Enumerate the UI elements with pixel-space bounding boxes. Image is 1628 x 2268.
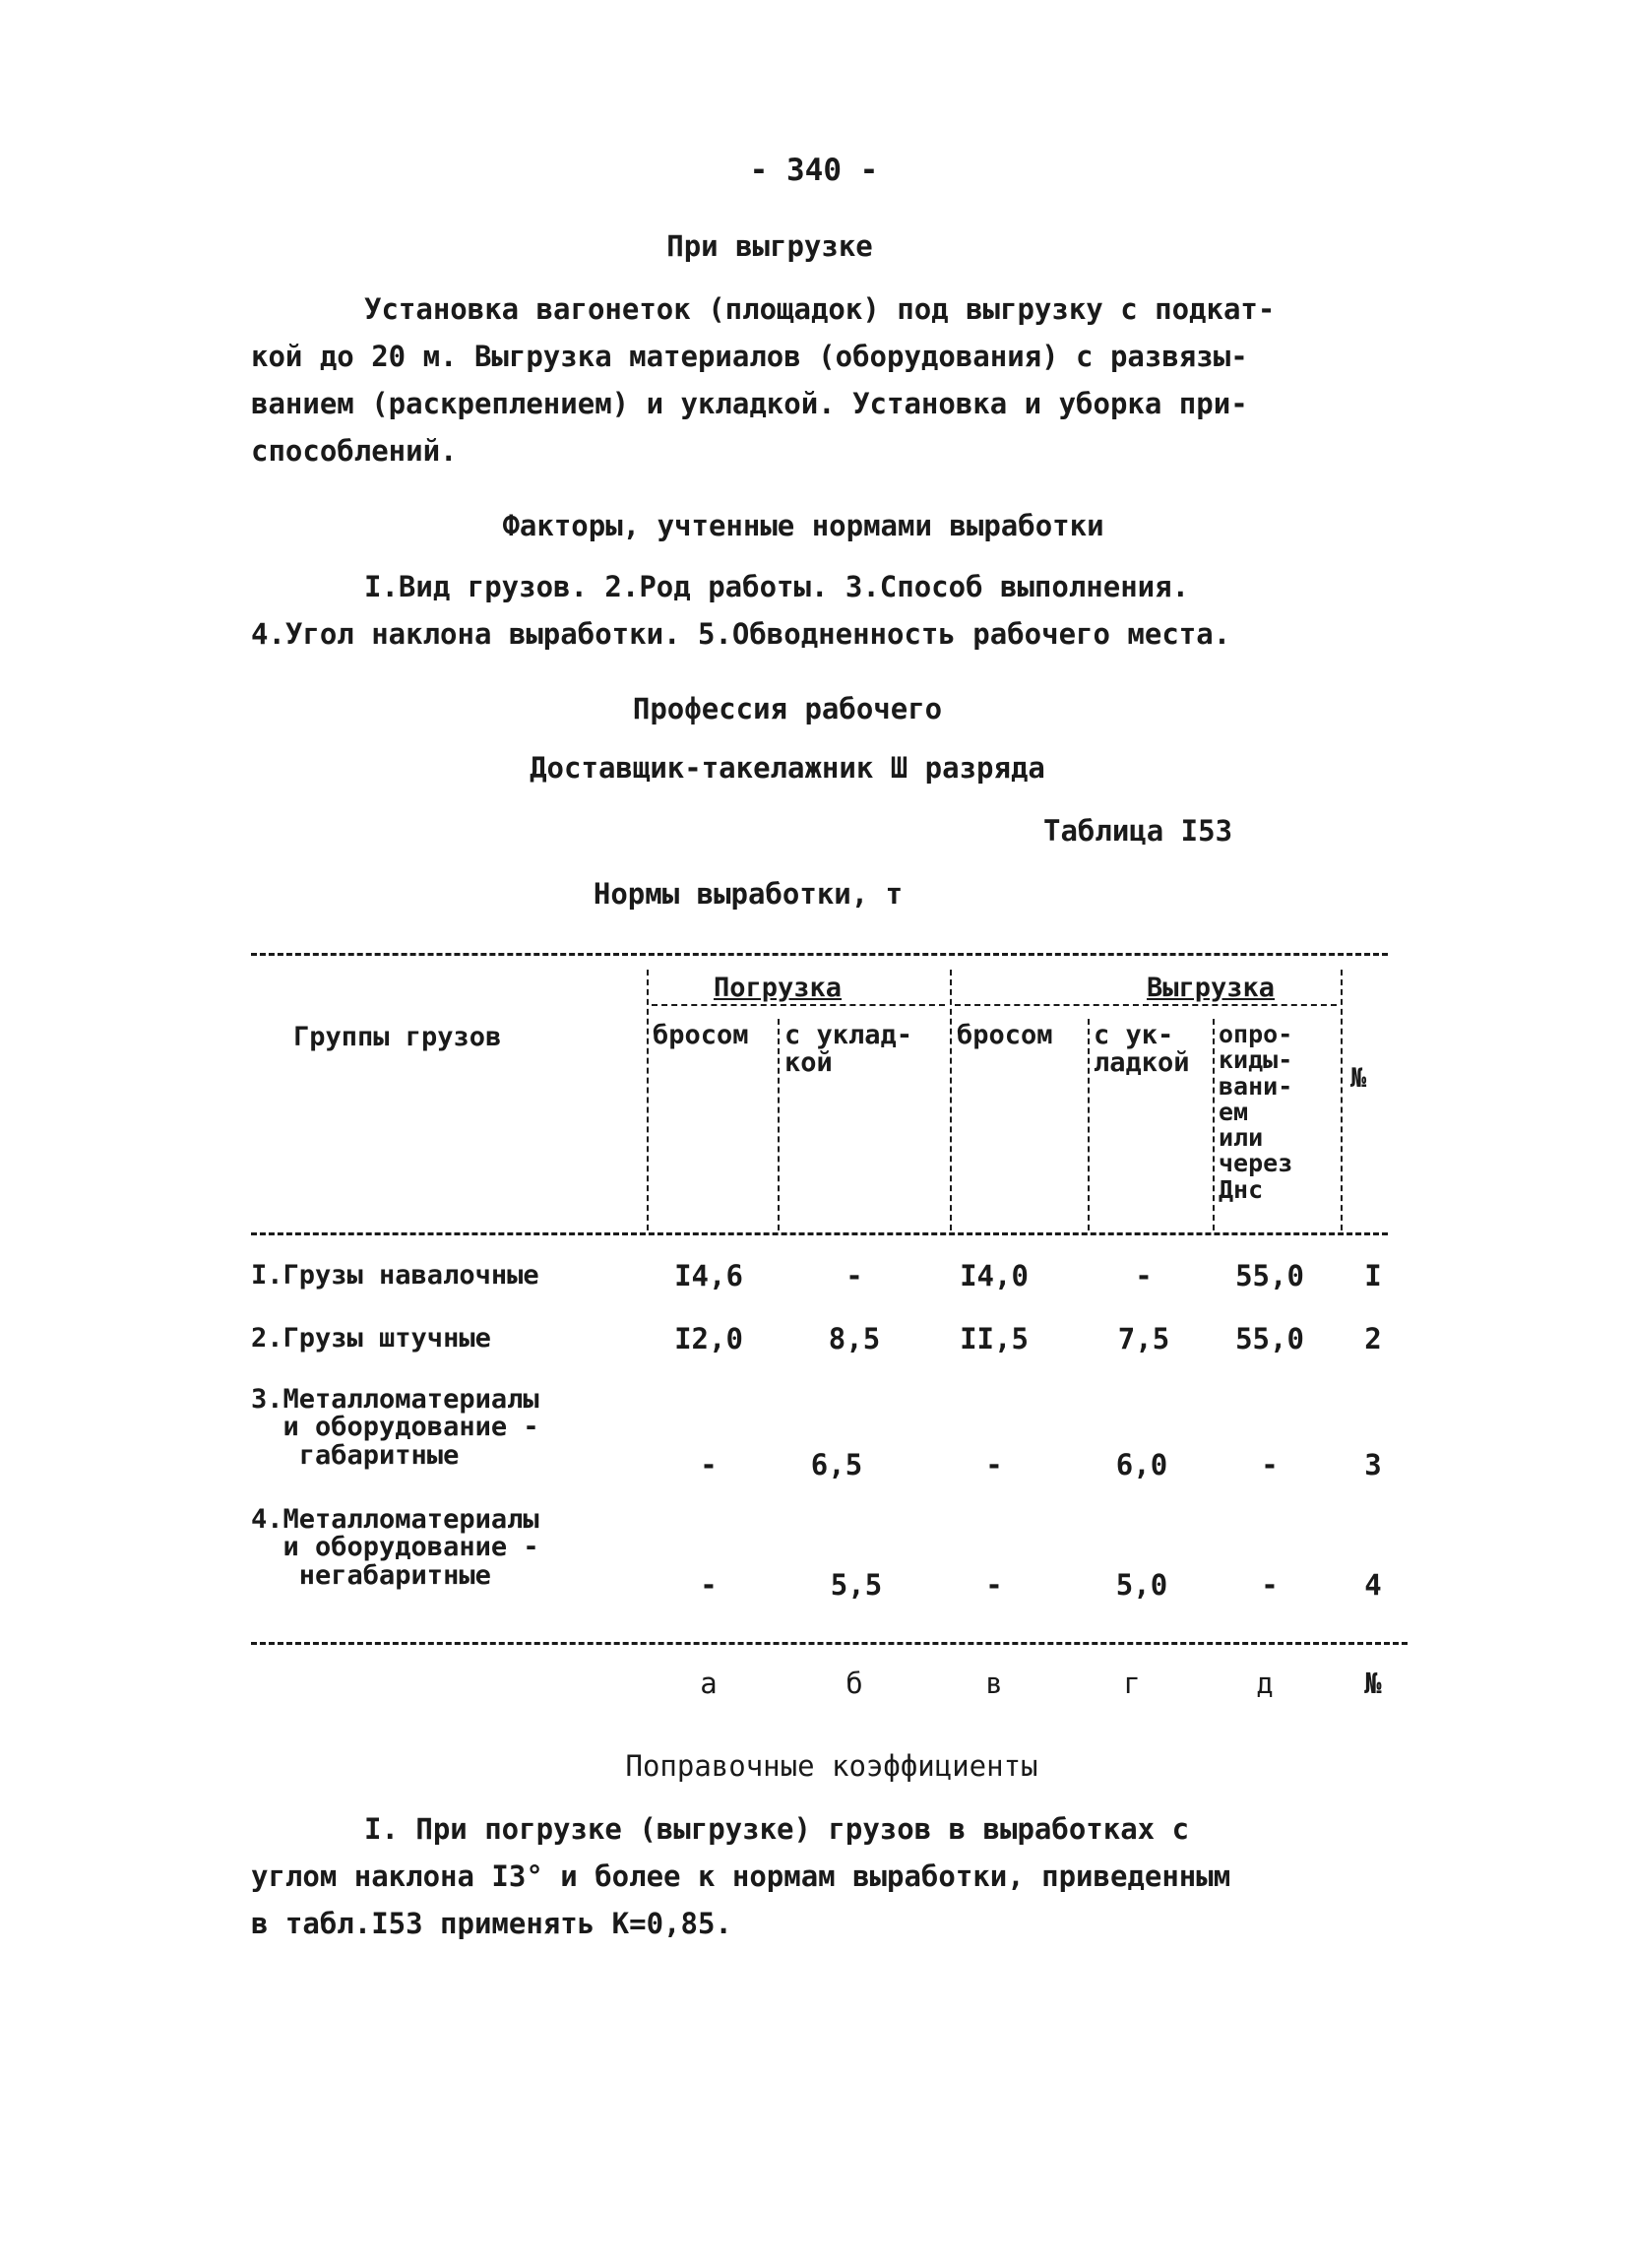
section-heading: При выгрузке bbox=[666, 229, 873, 263]
col-header-unloading-bulk: бросом bbox=[957, 1020, 1053, 1050]
description-line-2: кой до 20 м. Выгрузка материалов (оборудования) с развязы- bbox=[251, 340, 1248, 373]
column-separator bbox=[1088, 1019, 1090, 1230]
cell: 7,5 bbox=[1117, 1322, 1170, 1355]
cell: - bbox=[1261, 1568, 1279, 1602]
description-line-3: ванием (раскреплением) и укладкой. Установка и уборка при- bbox=[251, 387, 1248, 420]
table-title: Нормы выработки, т bbox=[593, 877, 904, 911]
col-header-unloading-tipping: опро- киды- вани- ем или через Днс bbox=[1219, 1020, 1293, 1204]
cell: - bbox=[1135, 1259, 1153, 1292]
profession-heading: Профессия рабочего bbox=[632, 692, 943, 725]
column-separator bbox=[778, 1019, 780, 1230]
col-header-loading-stacked: с уклад- кой bbox=[784, 1020, 913, 1079]
cell: 6,5 bbox=[810, 1448, 863, 1481]
loading-underline bbox=[652, 1004, 945, 1006]
coefficient-line-2: углом наклона I3° и более к нормам выработки, приведенным bbox=[251, 1859, 1231, 1893]
coefficients-heading: Поправочные коэффициенты bbox=[625, 1749, 1038, 1783]
row-label: 3.Металломатериалы и оборудование - габаритные bbox=[251, 1384, 539, 1471]
column-letter: № bbox=[1364, 1667, 1382, 1700]
header-bottom-rule bbox=[251, 1232, 1388, 1235]
cell: I4,0 bbox=[960, 1259, 1029, 1292]
table-bottom-rule bbox=[251, 1642, 1408, 1645]
cell: - bbox=[845, 1259, 863, 1292]
group-header: Группы грузов bbox=[293, 1022, 502, 1052]
description-line-1: Установка вагонеток (площадок) под выгрузку с подкат- bbox=[364, 292, 1276, 326]
cell: II,5 bbox=[960, 1322, 1029, 1355]
cell: I2,0 bbox=[674, 1322, 743, 1355]
row-number: 4 bbox=[1364, 1568, 1382, 1602]
cell: 5,0 bbox=[1115, 1568, 1168, 1602]
cell: - bbox=[1261, 1448, 1279, 1481]
cell: - bbox=[985, 1448, 1003, 1481]
table-label: Таблица I53 bbox=[1043, 814, 1233, 848]
column-separator bbox=[950, 970, 952, 1230]
cell: 55,0 bbox=[1235, 1322, 1304, 1355]
row-number: I bbox=[1364, 1259, 1382, 1292]
column-letter: б bbox=[845, 1667, 863, 1700]
col-header-loading-bulk: бросом bbox=[653, 1020, 749, 1050]
cell: I4,6 bbox=[674, 1259, 743, 1292]
number-header: № bbox=[1350, 1063, 1367, 1094]
coefficient-line-3: в табл.I53 применять К=0,85. bbox=[251, 1907, 732, 1940]
column-letter: г bbox=[1123, 1667, 1141, 1700]
cell: 5,5 bbox=[830, 1568, 883, 1602]
column-letter: д bbox=[1256, 1667, 1274, 1700]
description-line-4: способлений. bbox=[251, 434, 458, 468]
page-number: - 340 - bbox=[749, 153, 879, 188]
loading-header: Погрузка bbox=[714, 973, 843, 1003]
column-separator bbox=[647, 970, 649, 1230]
row-label: 4.Металломатериалы и оборудование - негабаритные bbox=[251, 1504, 539, 1591]
column-separator bbox=[1341, 970, 1343, 1230]
column-letter: а bbox=[700, 1667, 718, 1700]
factors-line-1: I.Вид грузов. 2.Род работы. 3.Способ выполнения. bbox=[364, 570, 1190, 603]
factors-heading: Факторы, учтенные нормами выработки bbox=[502, 509, 1104, 542]
col-header-unloading-stacked: с ук- ладкой bbox=[1094, 1020, 1190, 1079]
cell: 6,0 bbox=[1115, 1448, 1168, 1481]
column-letter: в bbox=[985, 1667, 1003, 1700]
row-number: 3 bbox=[1364, 1448, 1382, 1481]
row-number: 2 bbox=[1364, 1322, 1382, 1355]
cell: - bbox=[700, 1448, 718, 1481]
table-top-rule bbox=[251, 953, 1388, 956]
factors-line-2: 4.Угол наклона выработки. 5.Обводненность рабочего места. bbox=[251, 617, 1231, 651]
profession-name: Доставщик-такелажник Ш разряда bbox=[530, 751, 1045, 785]
cell: - bbox=[985, 1568, 1003, 1602]
cell: - bbox=[700, 1568, 718, 1602]
cell: 55,0 bbox=[1235, 1259, 1304, 1292]
unloading-underline bbox=[955, 1004, 1337, 1006]
column-separator bbox=[1213, 1019, 1215, 1230]
row-label: 2.Грузы штучные bbox=[251, 1323, 491, 1354]
coefficient-line-1: I. При погрузке (выгрузке) грузов в выработках с bbox=[364, 1812, 1190, 1846]
row-label: I.Грузы навалочные bbox=[251, 1260, 539, 1291]
unloading-header: Выгрузка bbox=[1147, 973, 1276, 1003]
cell: 8,5 bbox=[828, 1322, 881, 1355]
